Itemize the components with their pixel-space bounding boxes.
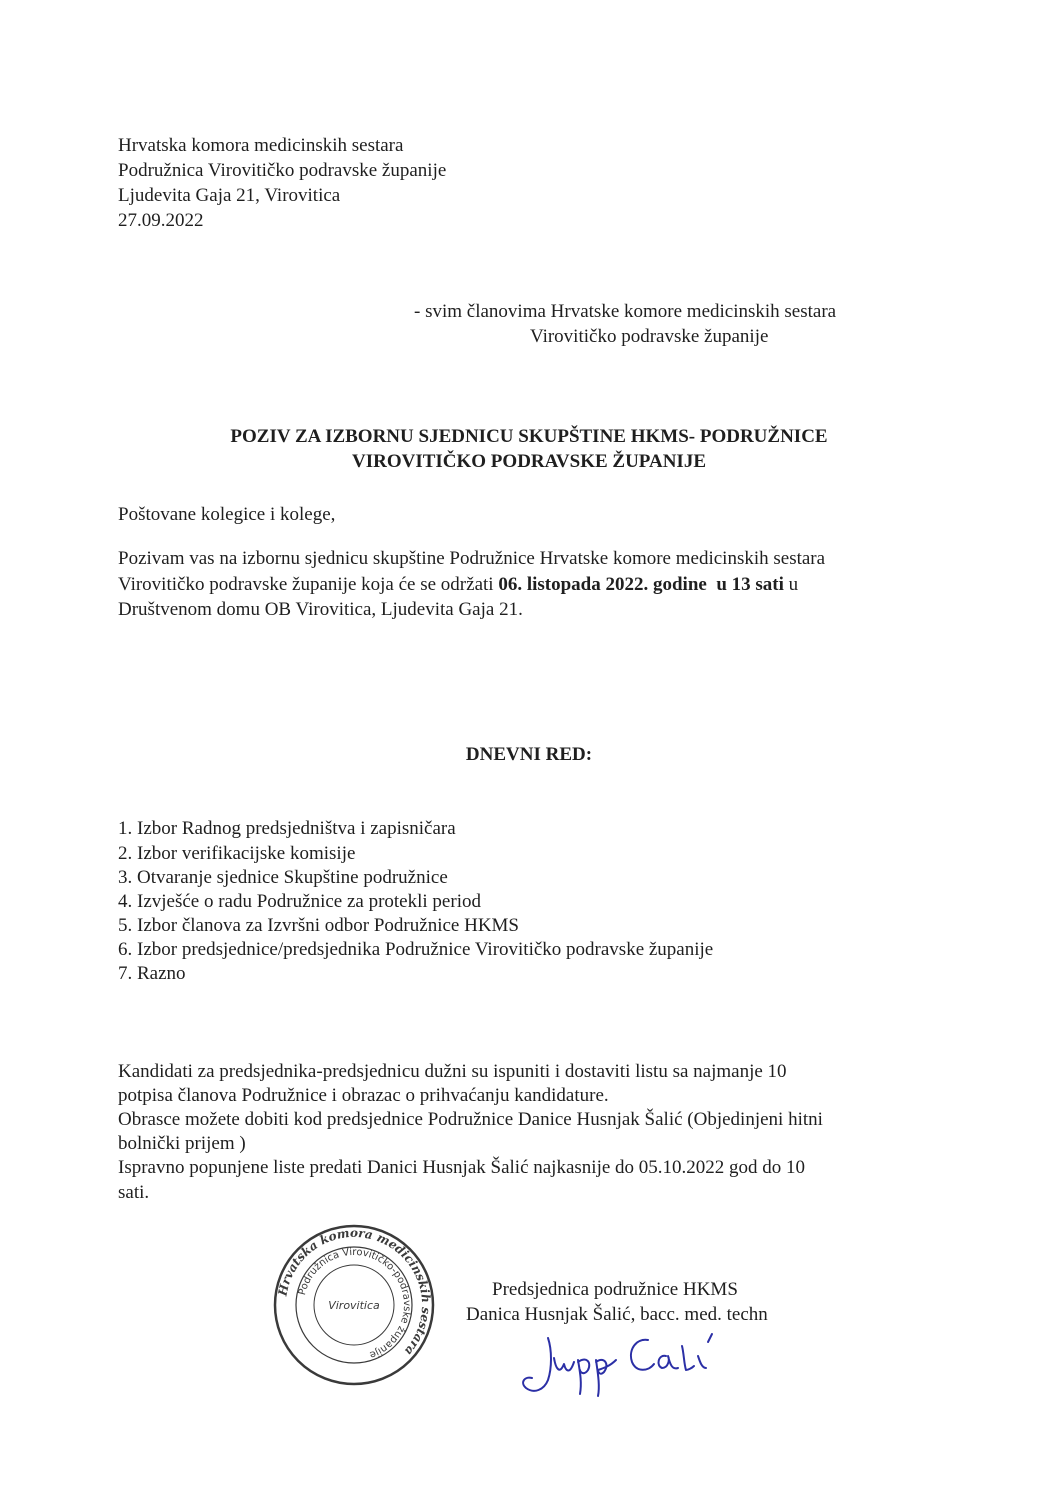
meeting-date: 06. listopada 2022. godine [498, 574, 707, 595]
note-line: Ispravno popunjene liste predati Danici Husnjak Šalić najkasnije do 05.10.2022 god do 10 [118, 1157, 806, 1178]
agenda-item: 2. Izbor verifikacijske komisije [118, 843, 356, 864]
sender-org: Hrvatska komora medicinskih sestara [118, 135, 404, 156]
document-title-line-1: POZIV ZA IZBORNU SJEDNICU SKUPŠTINE HKMS- PODRUŽNICE [230, 426, 828, 447]
document-date: 27.09.2022 [118, 210, 204, 231]
agenda-item: 6. Izbor predsjednice/predsjednika Podružnice Virovitičko podravske županije [118, 939, 714, 960]
handwritten-signature [508, 1320, 758, 1400]
stamp-center-text: Virovitica [328, 1299, 380, 1312]
stamp-outer-text: Hrvatska komora medicinskih sestara [275, 1225, 434, 1359]
signatory-role: Predsjednica podružnice HKMS [492, 1279, 738, 1300]
note-line: potpisa članova Podružnice i obrazac o prihvaćanju kandidature. [118, 1085, 609, 1106]
note-line: Obrasce možete dobiti kod predsjednice Podružnice Danice Husnjak Šalić (Objedinjeni hitni [118, 1109, 823, 1130]
note-line: sati. [118, 1182, 150, 1203]
stamp-inner-text: Podružnica Virovitičko-podravske županije [297, 1246, 413, 1361]
greeting: Poštovane kolegice i kolege, [118, 504, 336, 525]
agenda-heading: DNEVNI RED: [465, 744, 593, 765]
agenda-item: 4. Izvješće o radu Podružnice za protekli period [118, 891, 481, 912]
sender-branch: Podružnica Virovitičko podravske županije [118, 160, 447, 181]
signatory-name: Danica Husnjak Šalić, bacc. med. techn [466, 1304, 768, 1325]
agenda-item: 1. Izbor Radnog predsjedništva i zapisničara [118, 818, 456, 839]
agenda-item: 7. Razno [118, 963, 186, 984]
sender-address: Ljudevita Gaja 21, Virovitica [118, 185, 341, 206]
official-stamp [272, 1223, 436, 1387]
invitation-line-2: Virovitičko podravske županije koja će se održati 06. listopada 2022. godine u 13 sati u [118, 574, 799, 595]
invitation-text: Virovitičko podravske županije koja će se održati [118, 574, 499, 595]
recipient-line-2: Virovitičko podravske županije [530, 326, 769, 347]
note-line: bolnički prijem ) [118, 1133, 246, 1154]
document-title-line-2: VIROVITIČKO PODRAVSKE ŽUPANIJE [351, 451, 706, 472]
agenda-item: 5. Izbor članova za Izvršni odbor Podružnice HKMS [118, 915, 519, 936]
invitation-line-3: Društvenom domu OB Virovitica, Ljudevita Gaja 21. [118, 599, 523, 620]
recipient-line-1: - svim članovima Hrvatske komore medicinskih sestara [414, 301, 837, 322]
agenda-item: 3. Otvaranje sjednice Skupštine podružnice [118, 867, 448, 888]
meeting-time: u 13 sati [716, 574, 784, 595]
invitation-line-1: Pozivam vas na izbornu sjednicu skupštine Podružnice Hrvatske komore medicinskih sestara [118, 548, 826, 569]
note-line: Kandidati za predsjednika-predsjednicu dužni su ispuniti i dostaviti listu sa najmanje 10 [118, 1061, 787, 1082]
